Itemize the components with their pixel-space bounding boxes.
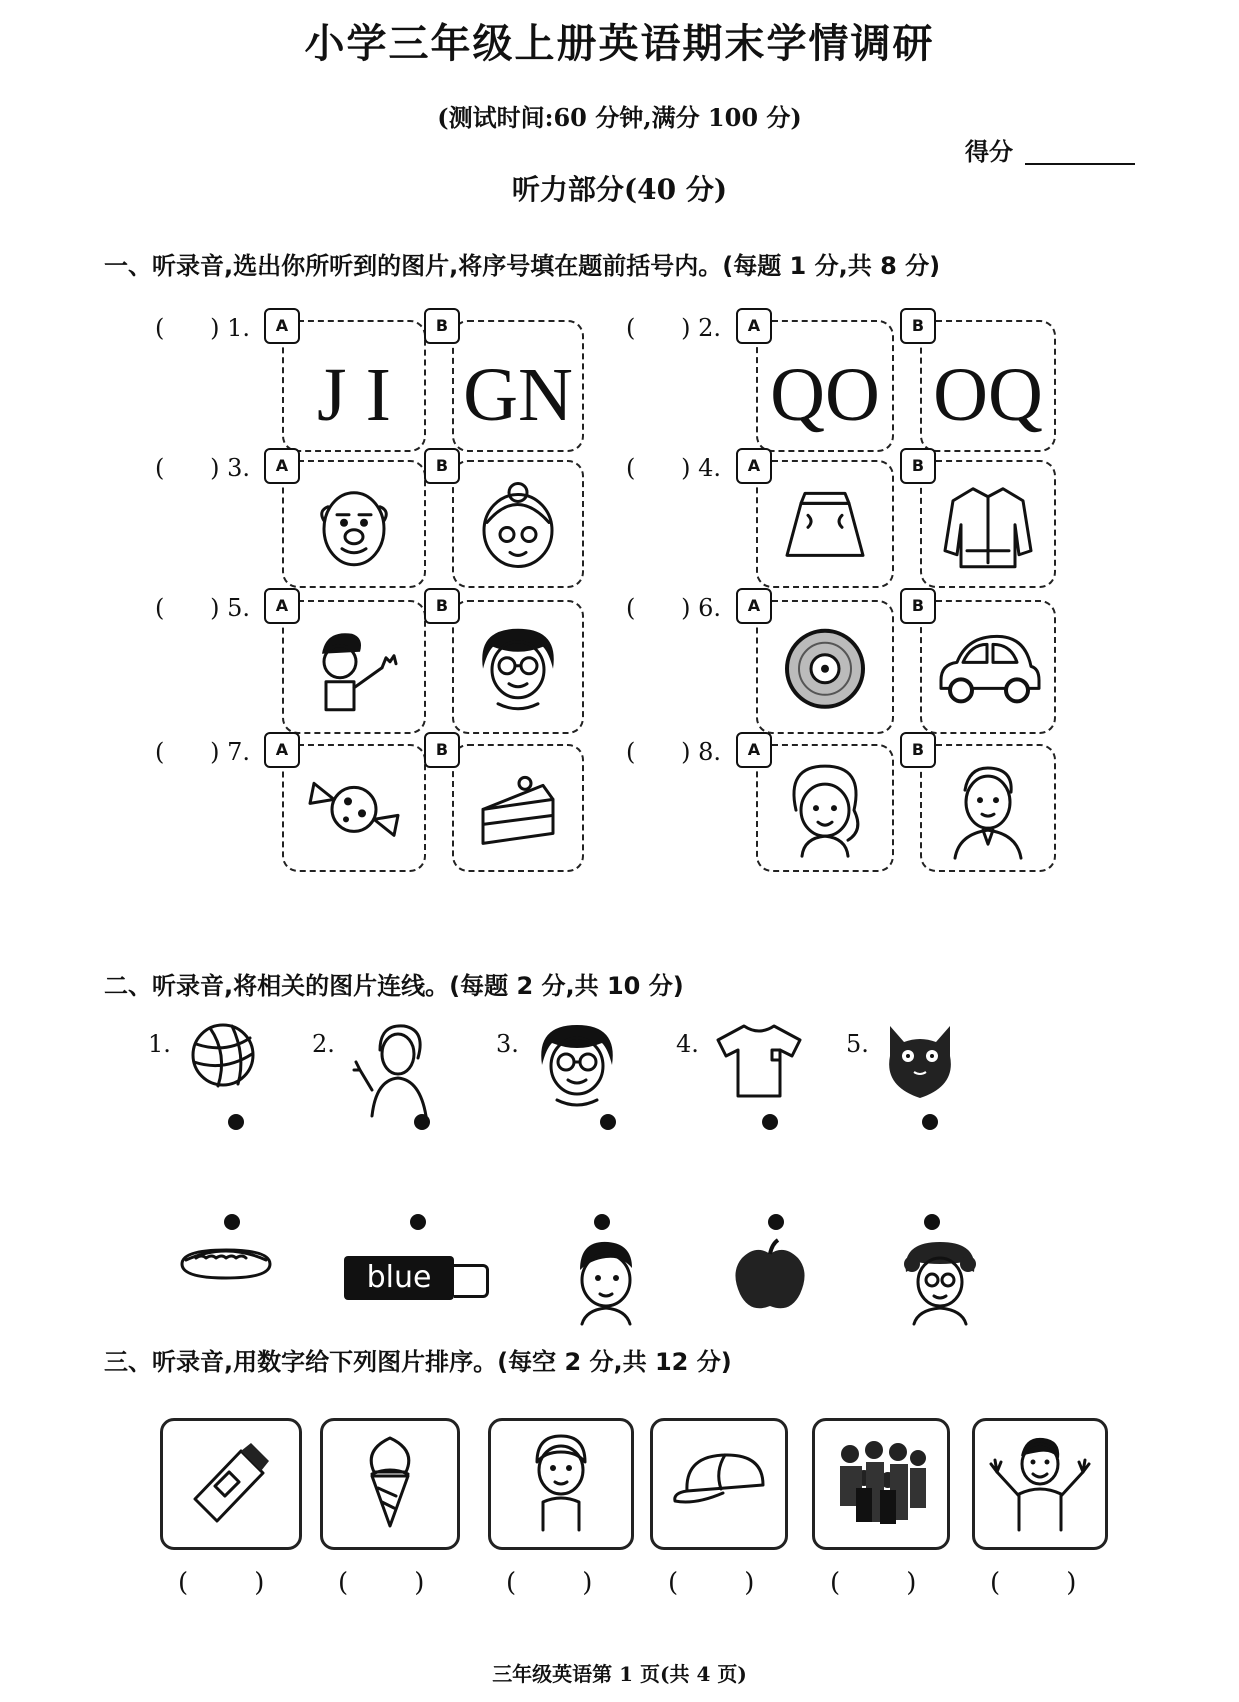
picture-frame — [320, 1418, 460, 1550]
match-number: 1. — [148, 1030, 171, 1058]
match-dot-bottom[interactable] — [768, 1214, 784, 1230]
question-number[interactable]: ( ) 1. — [155, 314, 251, 342]
family-icon — [826, 1432, 936, 1536]
woman-glasses-icon — [532, 1020, 622, 1114]
paint-label: blue — [344, 1256, 454, 1300]
test-info: (测试时间:60 分钟,满分 100 分) — [437, 103, 802, 132]
match-dot-top[interactable] — [600, 1114, 616, 1130]
section1-heading: 一、听录音,选出你所听到的图片,将序号填在题前括号内。(每题 1 分,共 8 分) — [104, 252, 941, 280]
match-number: 3. — [496, 1030, 519, 1058]
jacket-icon — [943, 481, 1033, 575]
girl-waving-icon — [304, 624, 404, 718]
option-a-box[interactable] — [282, 744, 426, 872]
order-blank[interactable]: ( ) — [990, 1568, 1077, 1598]
order-blank[interactable]: ( ) — [830, 1568, 917, 1598]
score-label: 得分 — [965, 137, 1013, 166]
glue-icon — [181, 1437, 281, 1531]
match-number: 4. — [676, 1030, 699, 1058]
letter-pair: QO — [770, 353, 880, 437]
option-a-tag: A — [736, 732, 772, 768]
tshirt-icon — [714, 1020, 804, 1104]
letter-pair: J I — [317, 353, 391, 437]
option-b-tag: B — [900, 308, 936, 344]
option-a-tag: A — [736, 448, 772, 484]
car-icon — [933, 628, 1043, 712]
apple-icon — [730, 1236, 810, 1320]
question-number[interactable]: ( ) 4. — [626, 454, 722, 482]
question-number[interactable]: ( ) 6. — [626, 594, 722, 622]
order-blank[interactable]: ( ) — [506, 1568, 593, 1598]
question-number[interactable]: ( ) 8. — [626, 738, 722, 766]
option-a-box[interactable] — [282, 460, 426, 588]
option-b-box[interactable] — [920, 460, 1056, 588]
teacher-icon — [352, 1020, 442, 1124]
option-b-box[interactable] — [920, 744, 1056, 872]
cap-icon — [669, 1447, 769, 1521]
match-number: 5. — [846, 1030, 869, 1058]
option-b-box[interactable] — [452, 460, 584, 588]
picture-frame — [972, 1418, 1108, 1550]
roller-handle — [454, 1264, 489, 1298]
blue-paint-icon — [344, 1256, 494, 1304]
option-b-box[interactable] — [452, 744, 584, 872]
listening-title: 听力部分(40 分) — [511, 173, 728, 206]
option-a-tag: A — [736, 588, 772, 624]
order-blank[interactable]: ( ) — [668, 1568, 755, 1598]
question-number[interactable]: ( ) 2. — [626, 314, 722, 342]
picture-frame — [488, 1418, 634, 1550]
man-face-icon — [943, 760, 1033, 864]
match-dot-bottom[interactable] — [924, 1214, 940, 1230]
option-a-box[interactable] — [756, 320, 894, 452]
score-blank[interactable] — [1025, 163, 1135, 165]
question-number[interactable]: ( ) 5. — [155, 594, 251, 622]
option-a-box[interactable] — [282, 320, 426, 452]
section3-heading: 三、听录音,用数字给下列图片排序。(每空 2 分,共 12 分) — [104, 1348, 732, 1376]
match-dot-top[interactable] — [922, 1114, 938, 1130]
picture-frame — [650, 1418, 788, 1550]
page-title: 小学三年级上册英语期末学情调研 — [304, 20, 935, 67]
option-b-box[interactable] — [452, 320, 584, 452]
cat-icon — [880, 1020, 960, 1104]
question-number[interactable]: ( ) 7. — [155, 738, 251, 766]
girl-face-icon — [780, 760, 870, 864]
option-a-box[interactable] — [282, 600, 426, 734]
option-b-tag: B — [900, 588, 936, 624]
letter-pair: GN — [463, 353, 573, 437]
picture-frame — [160, 1418, 302, 1550]
match-dot-top[interactable] — [228, 1114, 244, 1130]
cake-icon — [473, 769, 563, 853]
question-number[interactable]: ( ) 3. — [155, 454, 251, 482]
option-b-box[interactable] — [452, 600, 584, 734]
option-a-tag: A — [736, 308, 772, 344]
woman-glasses-icon — [473, 624, 563, 718]
match-dot-bottom[interactable] — [410, 1214, 426, 1230]
option-b-box[interactable] — [920, 600, 1056, 734]
option-a-tag: A — [264, 732, 300, 768]
section2-heading: 二、听录音,将相关的图片连线。(每题 2 分,共 10 分) — [104, 972, 684, 1000]
grandpa-icon — [309, 481, 399, 575]
page-footer: 三年级英语第 1 页(共 4 页) — [492, 1662, 747, 1686]
ice-cream-icon — [360, 1432, 420, 1536]
grandma-icon — [473, 478, 563, 577]
candy-icon — [304, 769, 404, 853]
grandma-curly-icon — [900, 1236, 980, 1330]
option-a-box[interactable] — [756, 744, 894, 872]
order-blank[interactable]: ( ) — [178, 1568, 265, 1598]
option-b-tag: B — [424, 308, 460, 344]
option-a-box[interactable] — [756, 600, 894, 734]
ball-icon — [188, 1020, 258, 1094]
option-a-tag: A — [264, 588, 300, 624]
picture-frame — [812, 1418, 950, 1550]
boy-icon — [521, 1432, 601, 1536]
letter-pair: OQ — [933, 353, 1043, 437]
match-dot-bottom[interactable] — [594, 1214, 610, 1230]
option-b-tag: B — [900, 732, 936, 768]
match-dot-top[interactable] — [762, 1114, 778, 1130]
option-b-box[interactable] — [920, 320, 1056, 452]
option-a-tag: A — [264, 308, 300, 344]
hotdog-icon — [176, 1236, 276, 1290]
option-b-tag: B — [424, 732, 460, 768]
option-b-tag: B — [424, 588, 460, 624]
match-number: 2. — [312, 1030, 335, 1058]
option-b-tag: B — [900, 448, 936, 484]
match-dot-top[interactable] — [414, 1114, 430, 1130]
skirt-icon — [780, 485, 870, 569]
cd-icon — [780, 624, 870, 718]
option-a-tag: A — [264, 448, 300, 484]
order-blank[interactable]: ( ) — [338, 1568, 425, 1598]
boy-waving-icon — [985, 1432, 1095, 1536]
match-dot-bottom[interactable] — [224, 1214, 240, 1230]
boy-face-icon — [566, 1236, 646, 1330]
option-b-tag: B — [424, 448, 460, 484]
option-a-box[interactable] — [756, 460, 894, 588]
